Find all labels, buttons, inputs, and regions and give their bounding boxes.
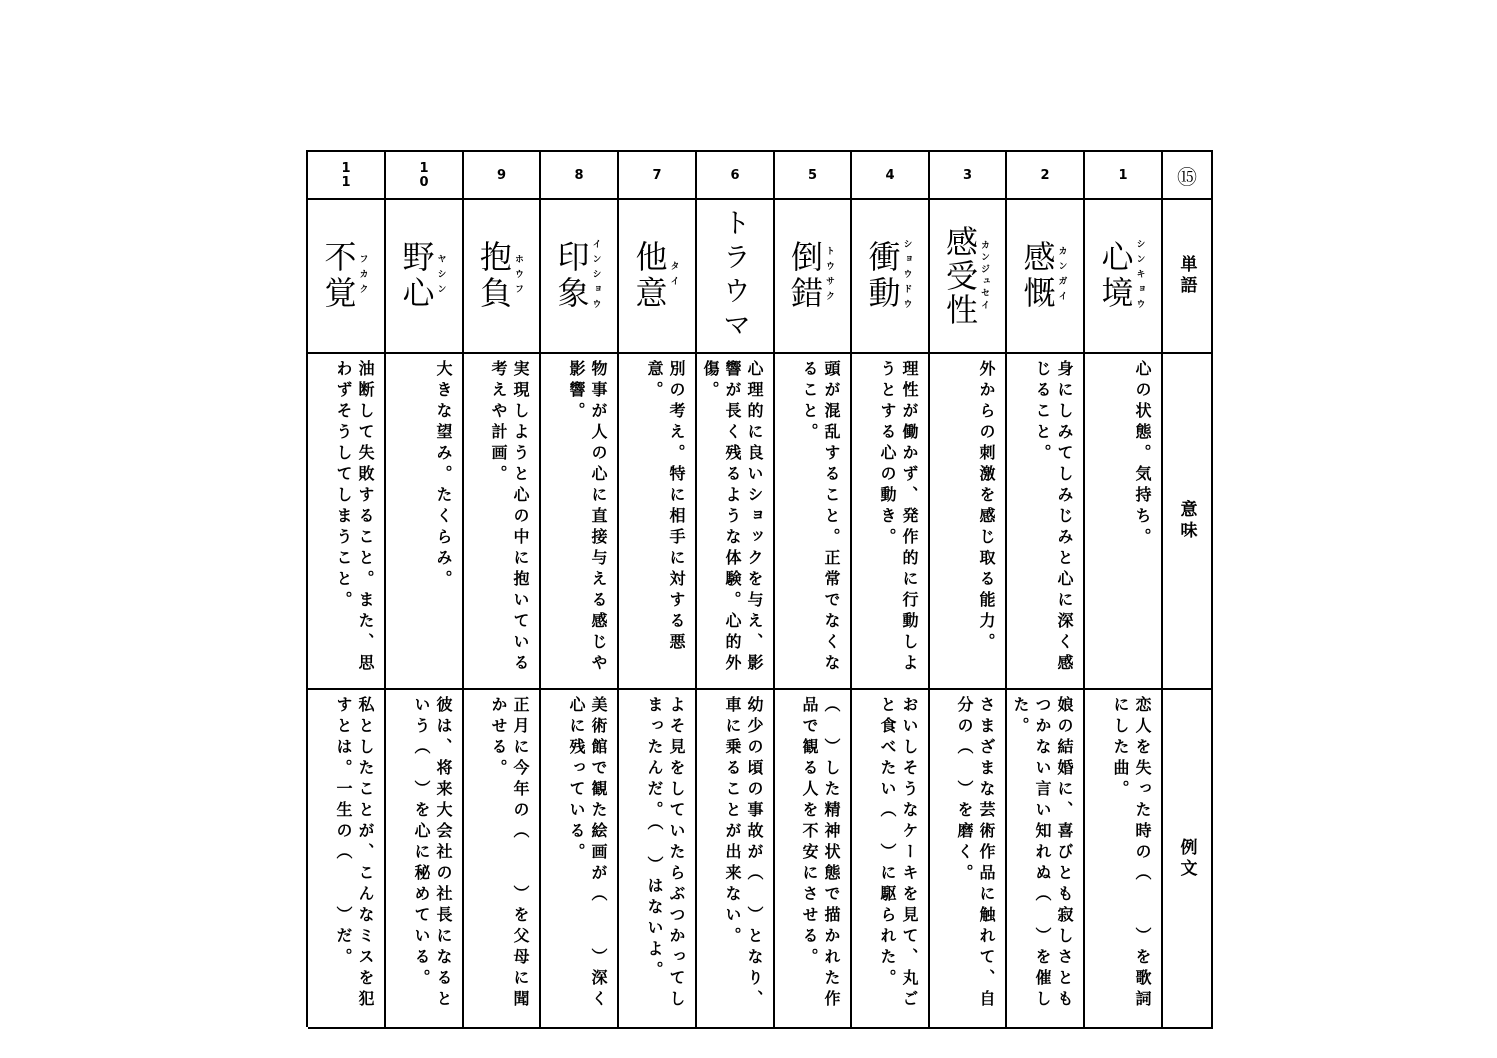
reading: タイ: [668, 261, 679, 291]
word: 感慨: [1018, 240, 1057, 312]
word-cell: [464, 200, 541, 354]
entry-number: 11: [308, 152, 386, 200]
reading: インショウ: [590, 238, 601, 314]
meaning: 理性が働かず、発作的に行動しようとする心の動き。: [878, 360, 919, 675]
entry-number: 2: [1007, 152, 1085, 200]
word: 倒錯: [786, 240, 824, 312]
word: 他意: [630, 240, 669, 312]
example: （ ）した精神状態で描かれた作品で観る人を不安にさせる。: [800, 696, 841, 1011]
word: 不覚: [319, 240, 358, 312]
entry-number: 8: [541, 152, 619, 200]
reading: シンキョウ: [1134, 238, 1145, 314]
header-example: 例文: [1163, 690, 1213, 1029]
word-cell: [697, 200, 775, 354]
reading: ヤシン: [435, 253, 446, 299]
example: よそ見をしていたらぶつかってしまったんだ。（ ）はないよ。: [645, 696, 686, 1011]
entry-number: 10: [386, 152, 464, 200]
word-cell: [541, 200, 619, 354]
meaning: 大きな望み。たくらみ。: [434, 360, 453, 591]
meaning: 外からの刺激を感じ取る能力。: [977, 360, 996, 654]
example: 恋人を失った時の（ ）を歌詞にした曲。: [1111, 696, 1152, 1011]
example: 私としたことが、こんなミスを犯すとは。一生の（ ）だ。: [334, 696, 375, 1011]
word-cell: [930, 200, 1007, 354]
reading: カンガイ: [1056, 246, 1067, 306]
word-cell: [619, 200, 697, 354]
word: 印象: [552, 240, 591, 312]
example: おいしそうなケーキを見て、丸ごと食べたい（ ）に駆られた。: [878, 696, 919, 1011]
word-cell: [1085, 200, 1163, 354]
entry-number: 6: [697, 152, 775, 200]
meaning: 別の考え。特に相手に対する悪意。: [645, 360, 686, 654]
header-word: 単語: [1163, 200, 1213, 354]
meaning: 物事が人の心に直接与える感じや影響。: [567, 360, 608, 675]
reading: ホウフ: [513, 253, 523, 299]
word-cell: [308, 200, 386, 354]
reading: ショウドウ: [901, 238, 912, 314]
reading: カンジュセイ: [979, 240, 989, 312]
entry-number: 4: [852, 152, 930, 200]
word-cell: [852, 200, 930, 354]
example: さまざまな芸術作品に触れて、自分の（ ）を磨く。: [955, 696, 996, 1011]
meaning: 身にしみてしみじみと心に深く感じること。: [1033, 360, 1074, 675]
word-cell: [1007, 200, 1085, 354]
reading: トウサク: [824, 246, 834, 306]
entry-number: 7: [619, 152, 697, 200]
reading: フカク: [357, 253, 368, 299]
word: 抱負: [475, 240, 513, 312]
entry-number: 1: [1085, 152, 1163, 200]
example: 娘の結婚に、喜びとも寂しさともつかない言い知れぬ（ ）を催した。: [1011, 696, 1074, 1011]
word-cell: [775, 200, 852, 354]
entry-number: 3: [930, 152, 1007, 200]
vocabulary-table: [306, 150, 1213, 1027]
meaning: 実現しようと心の中に抱いている考えや計画。: [489, 360, 530, 675]
example: 美術館で観た絵画が（ ）深く心に残っている。: [567, 696, 608, 1011]
example: 幼少の頃の事故が（ ）となり、車に乗ることが出来ない。: [723, 696, 764, 1011]
entry-number: 5: [775, 152, 852, 200]
entry-number: 9: [464, 152, 541, 200]
word: 感受性: [941, 225, 979, 327]
meaning: 心の状態。気持ち。: [1133, 360, 1152, 549]
word: トラウマ: [719, 208, 752, 344]
example: 彼は、将来大会社の社長になるという（ ）を心に秘めている。: [412, 696, 453, 1011]
word: 野心: [397, 240, 436, 312]
word: 衝動: [863, 240, 902, 312]
example: 正月に今年の（ ）を父母に聞かせる。: [489, 696, 530, 1011]
word-cell: [386, 200, 464, 354]
header-meaning: 意味: [1163, 354, 1213, 690]
word: 心境: [1096, 240, 1135, 312]
set-number: ⑮: [1163, 152, 1213, 200]
meaning: 油断して失敗すること。また、思わずそうしてしまうこと。: [334, 360, 375, 675]
meaning: 心理的に良いショックを与え、影響が長く残るような体験。心的外傷。: [701, 360, 764, 675]
meaning: 頭が混乱すること。正常でなくなること。: [800, 360, 841, 675]
